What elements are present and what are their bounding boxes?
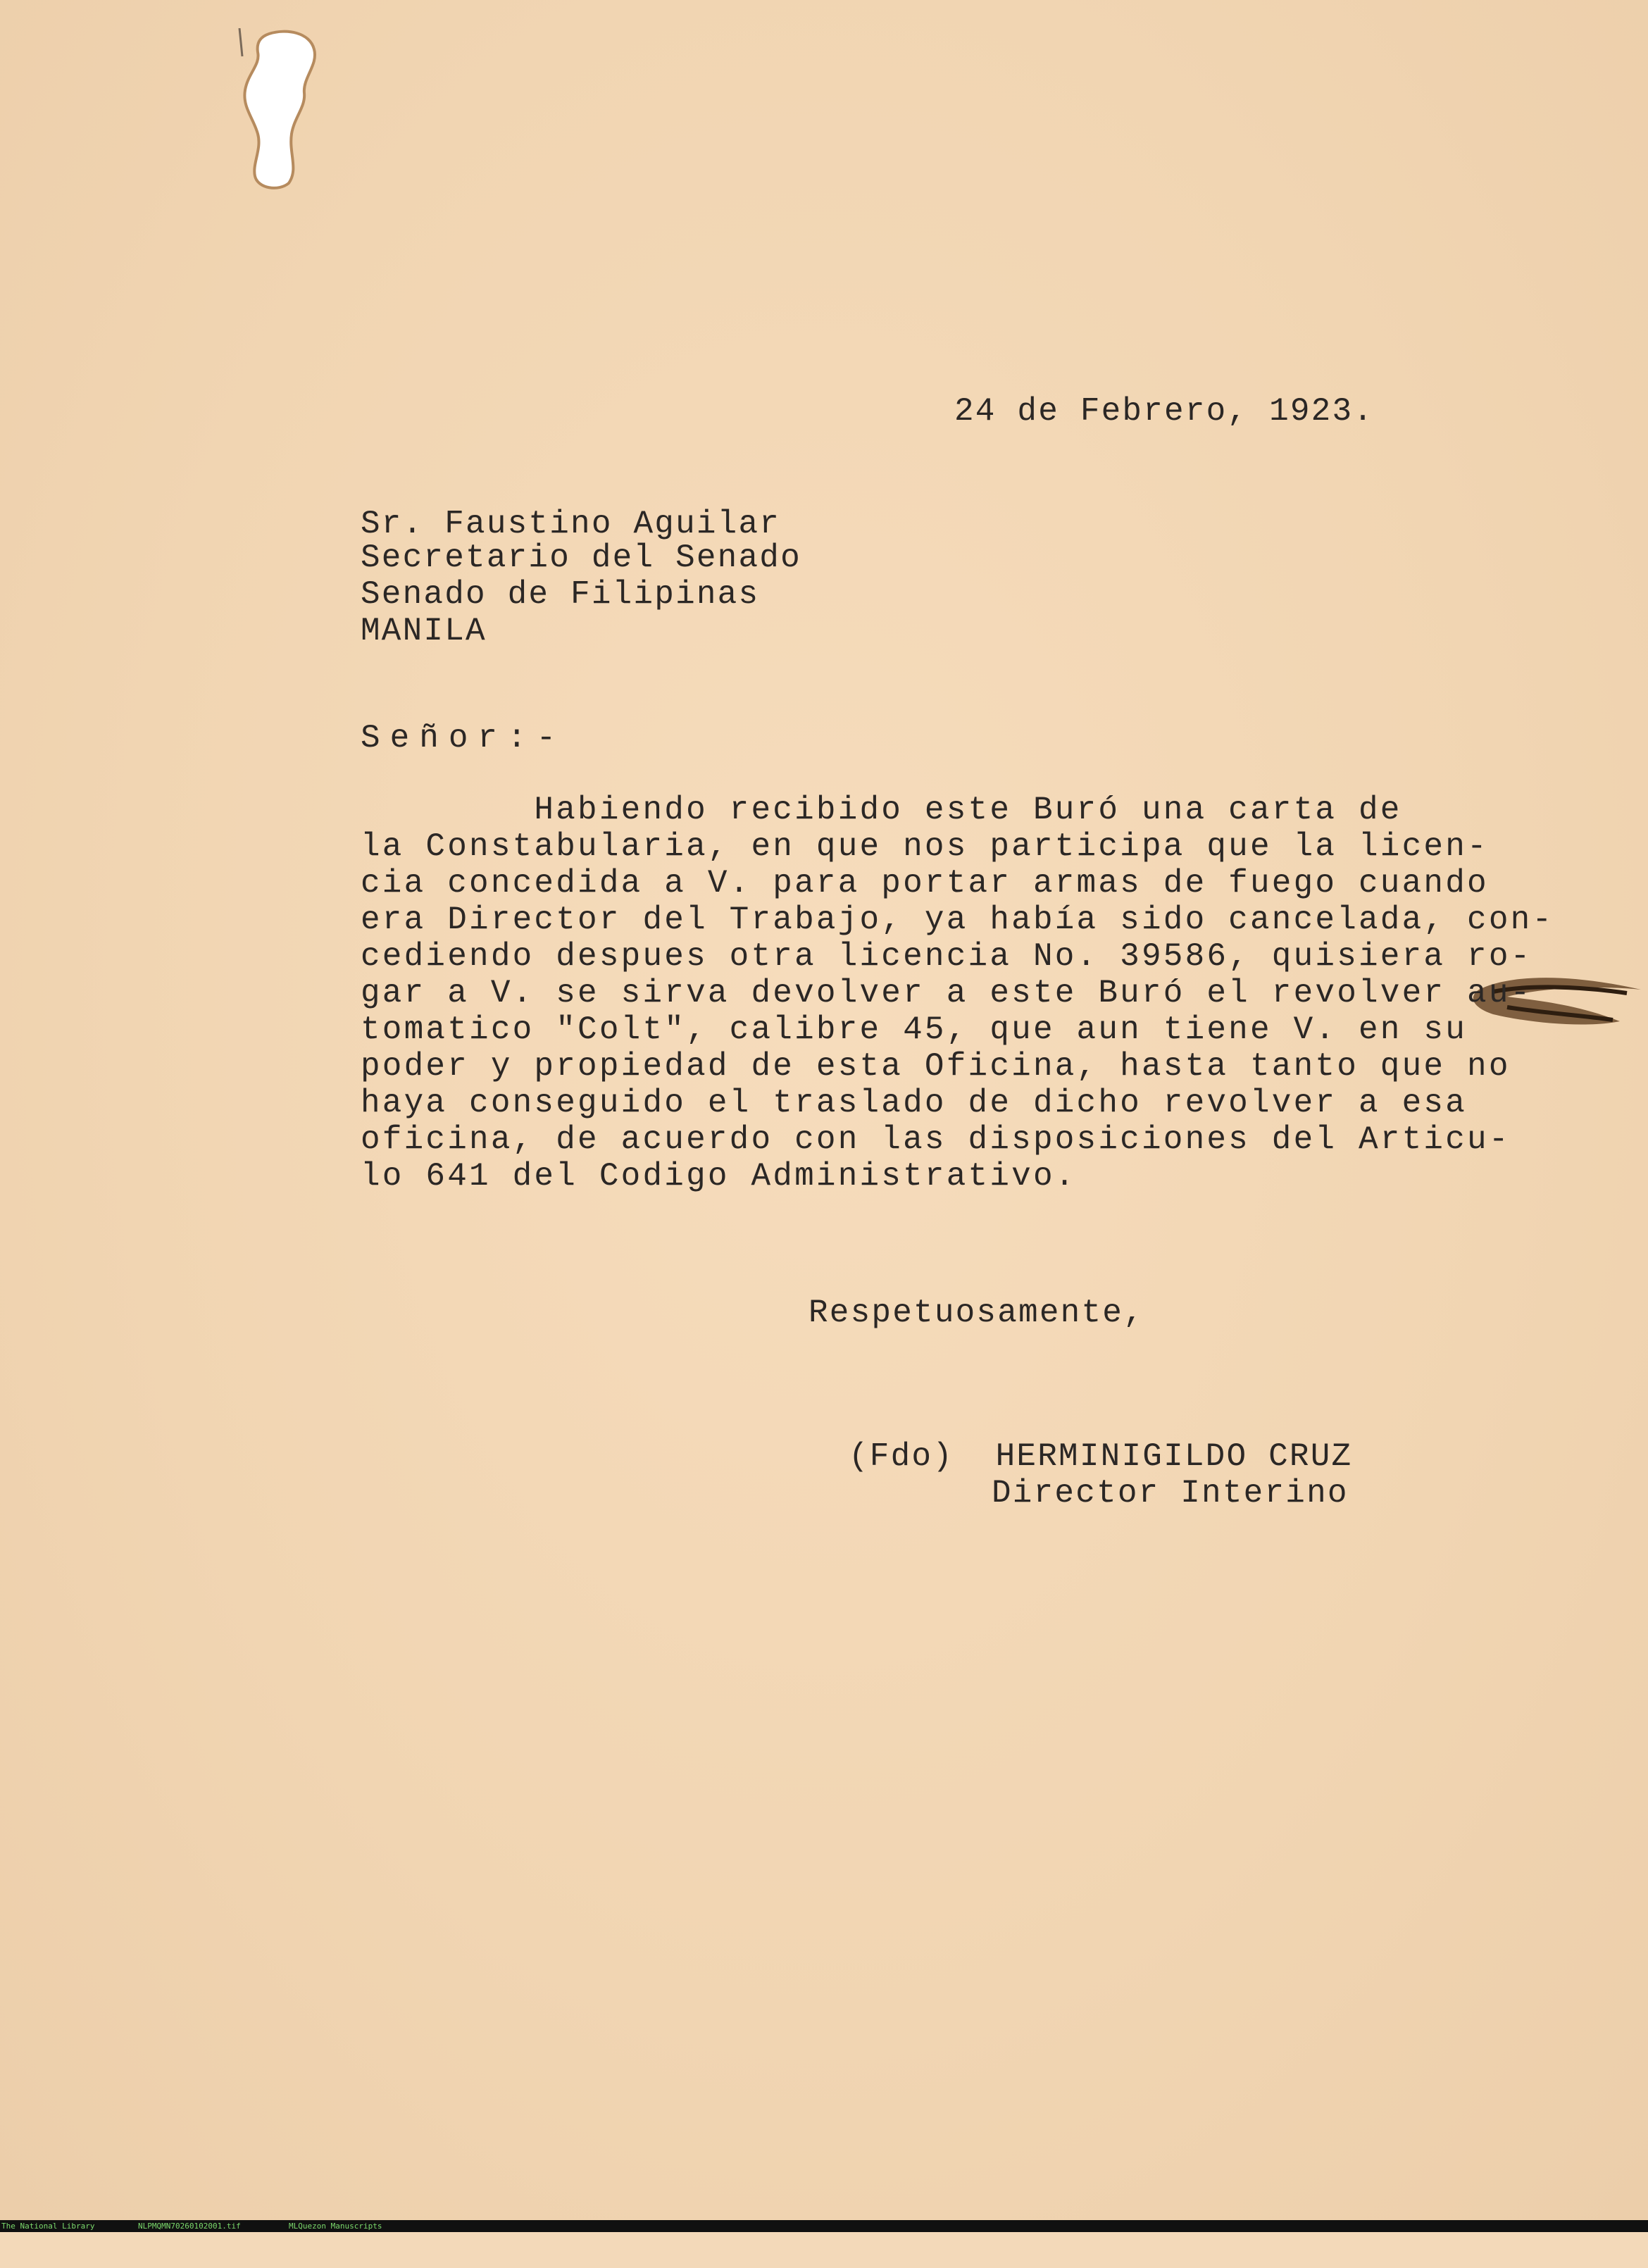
footer-collection: MLQuezon Manuscripts — [289, 2222, 382, 2231]
recipient-city: MANILA — [361, 613, 487, 649]
footer-file: NLPMQMN70260102001.tif — [138, 2222, 241, 2231]
footer-library: The National Library — [1, 2222, 95, 2231]
letter-date: 24 de Febrero, 1923. — [954, 393, 1375, 430]
body-line: era Director del Trabajo, ya había sido cancelada, con- — [361, 902, 1554, 938]
body-line: tomatico "Colt", calibre 45, que aun tiene V. en su — [361, 1011, 1468, 1048]
body-line: poder y propiedad de esta Oficina, hasta tanto que no — [361, 1048, 1511, 1085]
salutation: Señor:- — [361, 720, 566, 756]
signature-name: (Fdo) HERMINIGILDO CRUZ — [849, 1438, 1353, 1475]
body-line: gar a V. se sirva devolver a este Buró el revolver au- — [361, 975, 1532, 1011]
body-line: cediendo despues otra licencia No. 39586, quisiera ro- — [361, 938, 1532, 975]
body-line: lo 641 del Codigo Administrativo. — [361, 1158, 1077, 1195]
closing: Respetuosamente, — [809, 1295, 1144, 1331]
scan-footer — [0, 2220, 1648, 2232]
body-line: oficina, de acuerdo con las disposiciones del Articu- — [361, 1121, 1511, 1158]
body-line: haya conseguido el traslado de dicho revolver a esa — [361, 1085, 1468, 1121]
signature-title: Director Interino — [992, 1475, 1349, 1512]
recipient-title: Secretario del Senado — [361, 540, 801, 576]
body-line: Habiendo recibido este Buró una carta de — [361, 792, 1402, 828]
torn-hole — [227, 28, 318, 190]
recipient-organization: Senado de Filipinas — [361, 576, 760, 613]
body-line: cia concedida a V. para portar armas de fuego cuando — [361, 865, 1489, 902]
body-line: la Constabularia, en que nos participa que la licen- — [361, 828, 1489, 865]
recipient-name: Sr. Faustino Aguilar — [361, 506, 781, 542]
